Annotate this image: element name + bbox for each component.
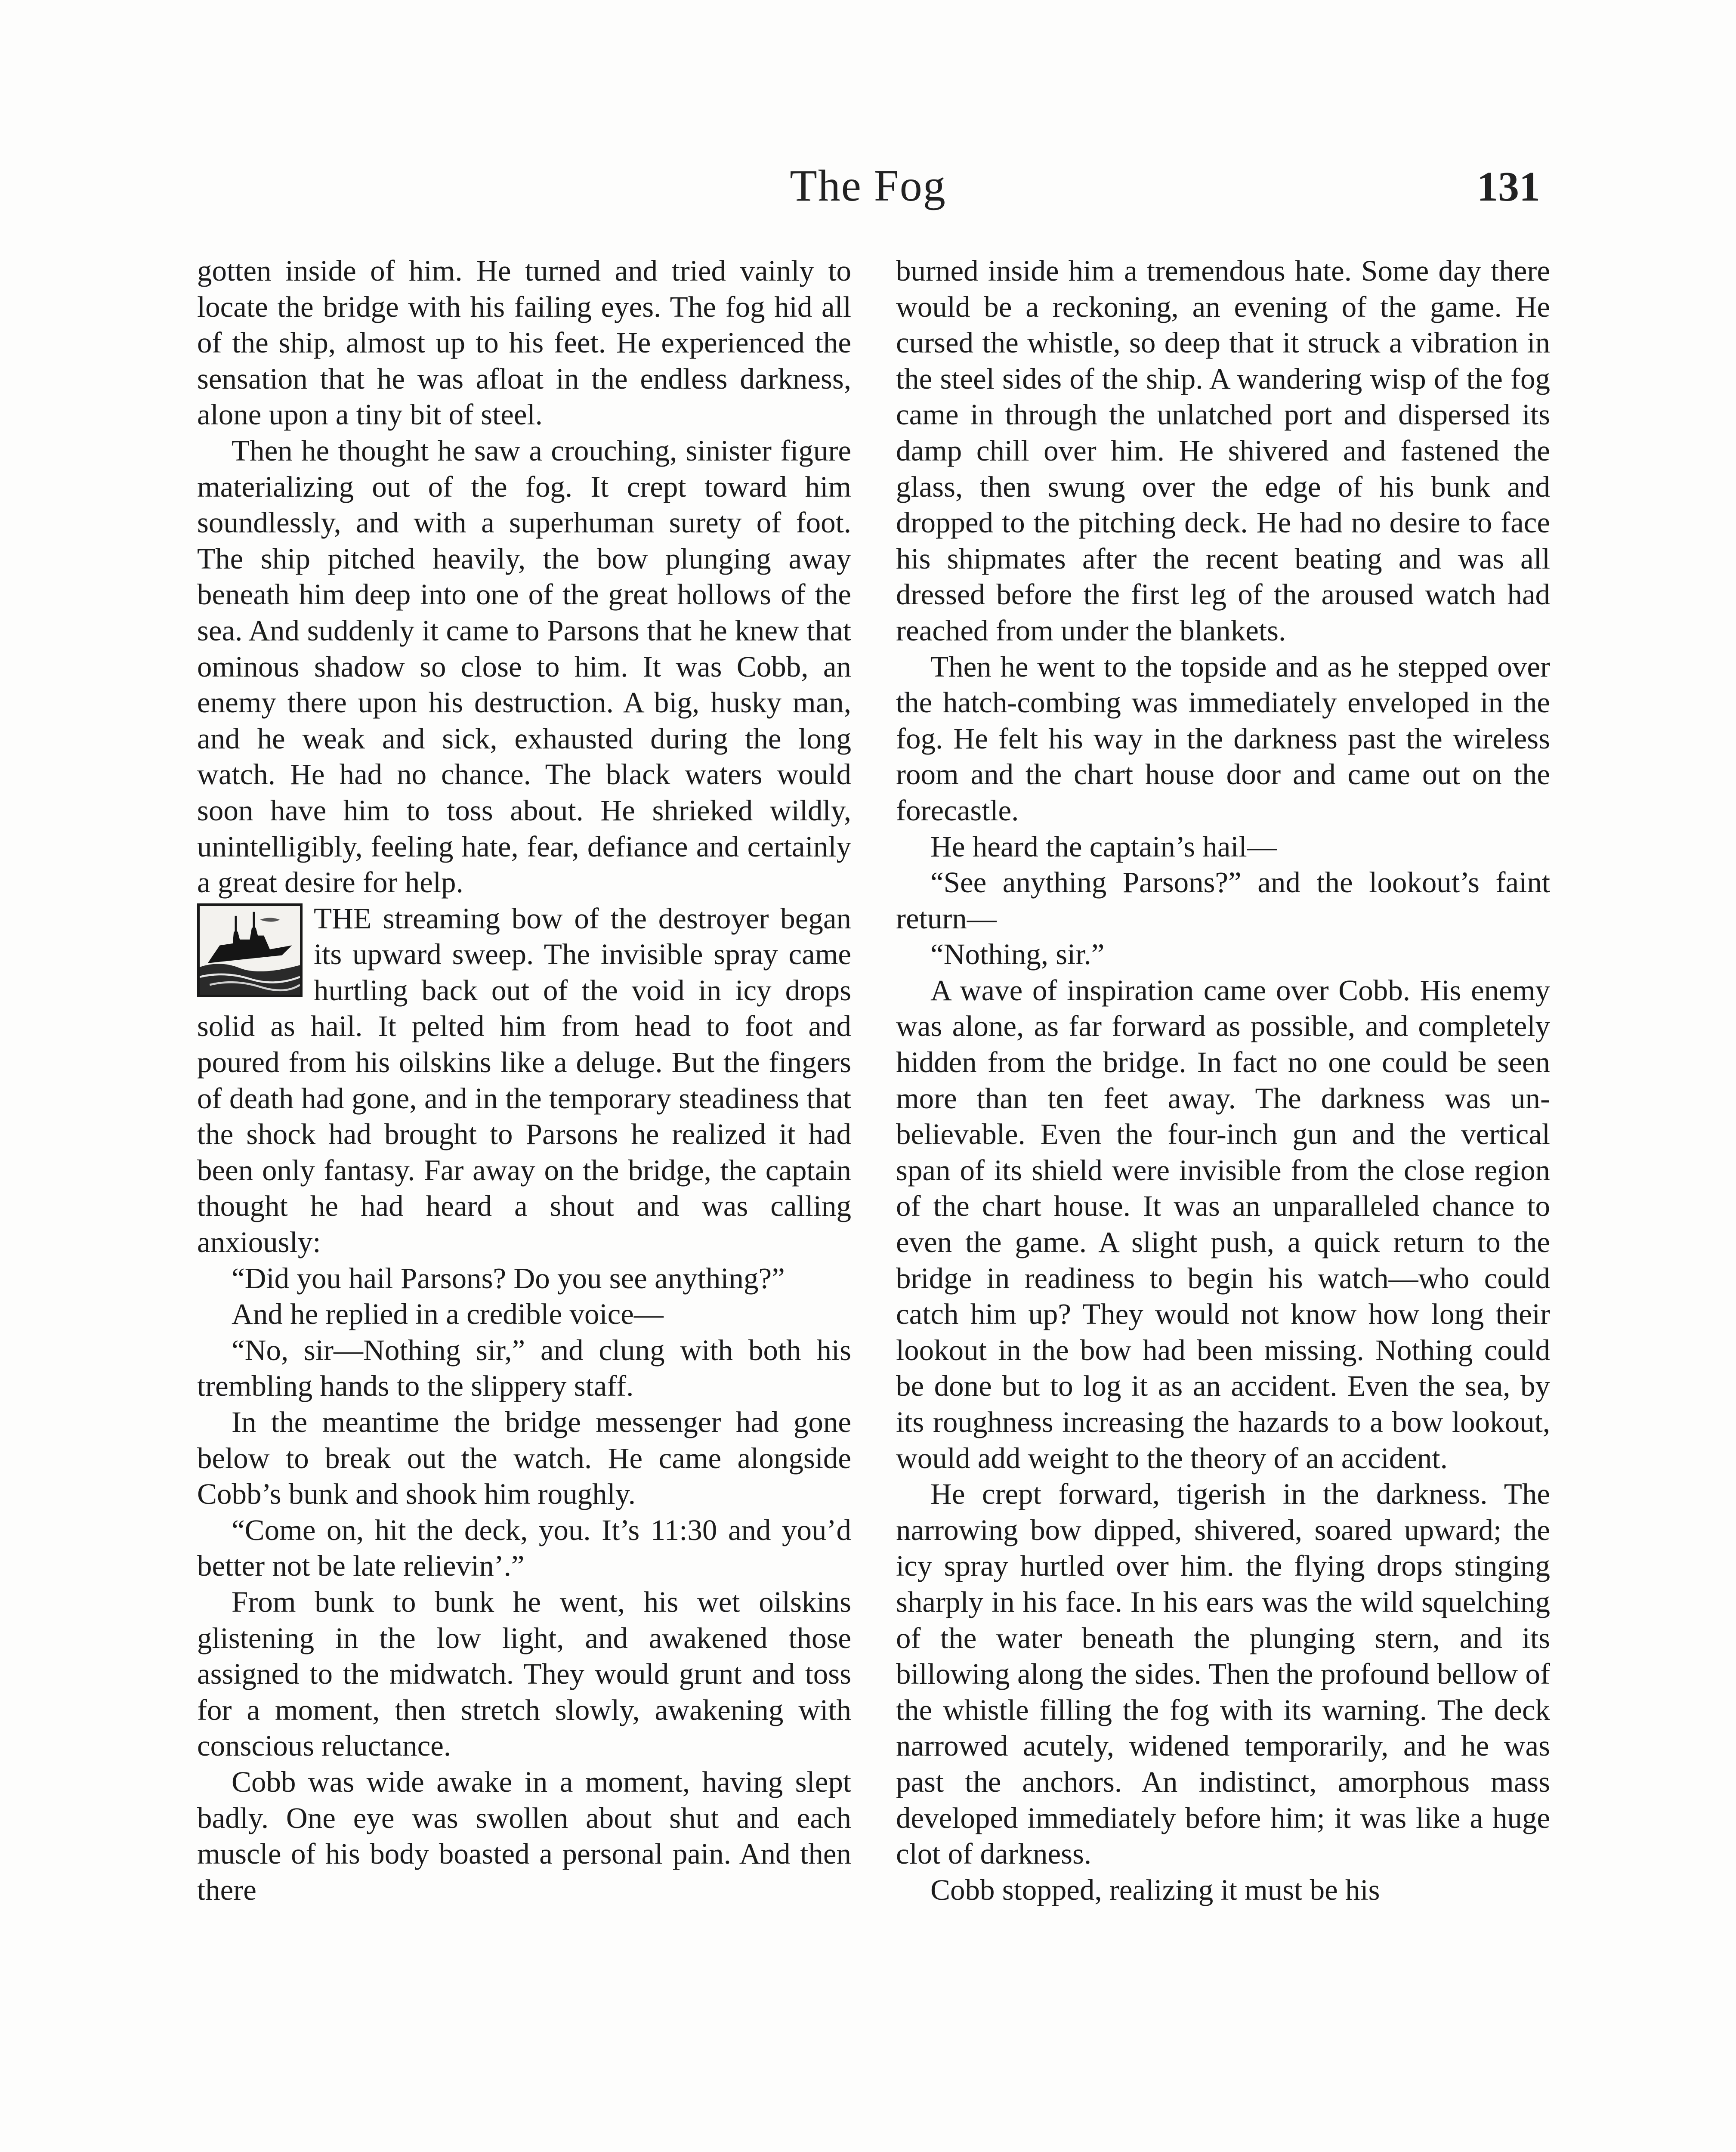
paragraph: And he replied in a credible voice—	[232, 1298, 664, 1331]
paragraph: Cobb was wide awake in a moment, having slept badly. One eye was swollen about shut and each muscle of his body boasted a personal pain. And then there	[197, 1765, 851, 1906]
paragraph: Then he went to the topside and as he stepped over the hatch-combing was immediately enveloped in the fog. He felt his way in the darkness past the wireless room and the chart house door and came out on the forecastle.	[896, 650, 1550, 827]
page-number: 131	[1477, 164, 1540, 210]
right-column	[896, 253, 1550, 2152]
left-column	[197, 253, 851, 2152]
paragraph: From bunk to bunk he went, his wet oilskins glistening in the low light, and awakened those assigned to the midwatch. They would grunt and toss for a moment, then stretch slowly, awakening with conscious reluctance.	[197, 1585, 851, 1762]
section-paragraph: THE streaming bow of the destroyer began its upward sweep. The invisible spray came hurtling back out of the void in icy drops solid as hail. It pelted him from head to foot and poured from his oilskins like a deluge. But the fingers of death had gone, and in the temporary steadiness that the shock had brought to Parsons he realized it had been only fantasy. Far away on the bridge, the captain thought he had heard a shout and was calling anxiously:	[197, 902, 851, 1259]
paragraph: burned inside him a tremendous hate. Some day there would be a reckoning, an evening of the game. He cursed the whistle, so deep that it struck a vibration in the steel sides of the ship. A wandering wisp of the fog came in through the unlatched port and dispersed its damp chill over him. He shivered and fastened the glass, then swung over the edge of his bunk and dropped to the pitching deck. He had no desire to face his shipmates after the recent beating and was all dressed before the first leg of the aroused watch had reached from under the blankets.	[896, 254, 1550, 647]
paragraph: Cobb stopped, realizing it must be his	[930, 1873, 1380, 1906]
paragraph: “Come on, hit the deck, you. It’s 11:30 and you’d better not be late relievin’.”	[197, 1513, 851, 1583]
paragraph: “See anything Parsons?” and the lookout’s faint return—	[896, 866, 1550, 935]
paragraph: “Did you hail Parsons? Do you see anything?”	[232, 1262, 785, 1295]
paragraph: gotten inside of him. He turned and tried vainly to locate the bridge with his failing eyes. The fog hid all of the ship, almost up to his feet. He experienced the sensation that he was afloat in the endless darkness, alone upon a tiny bit of steel.	[197, 254, 851, 431]
destroyer-ship-illustration	[197, 903, 303, 997]
paragraph: He heard the captain’s hail—	[930, 830, 1277, 863]
running-title: The Fog	[790, 161, 946, 210]
paragraph: He crept forward, tigerish in the darkness. The narrowing bow dipped, shivered, soared upward; the icy spray hurtled over him. the flying drops stinging sharply in his face. In his ears was the wild squelching of the water beneath the plunging stern, and its billowing along the sides. Then the profound bellow of the whistle filling the fog with its warning. The deck narrowed acutely, widened temporarily, and he was past the anchors. An indistinct, amorphous mass developed immediately before him; it was like a huge clot of darkness.	[896, 1478, 1550, 1871]
paragraph: Then he thought he saw a crouching, sinister figure materializing out of the fog. It crept toward him soundlessly, and with a superhuman surety of foot. The ship pitched heavily, the bow plunging away beneath him deep into one of the great hollows of the sea. And suddenly it came to Parsons that he knew that ominous shadow so close to him. It was Cobb, an enemy there upon his destruction. A big, husky man, and he weak and sick, exhausted during the long watch. He had no chance. The black waters would soon have him to toss about. He shrieked wildly, unintelligibly, feeling hate, fear, defiance and certainly a great desire for help.	[197, 434, 851, 899]
paragraph: A wave of inspiration came over Cobb. His enemy was alone, as far forward as possible, and completely hidden from the bridge. In fact no one could be seen more than ten feet away. The darkness was unbelievable. Even the four-inch gun and the vertical span of its shield were invisible from the close region of the chart house. It was an unparalleled chance to even the game. A slight push, a quick return to the bridge in readiness to begin his watch—who could catch him up? They would not know how long their lookout in the bow had been missing. Nothing could be done but to log it as an accident. Even the sea, by its roughness increasing the hazards to a bow lookout, would add weight to the theory of an accident.	[896, 974, 1550, 1475]
paragraph: “No, sir—Nothing sir,” and clung with both his trembling hands to the slippery staff.	[197, 1333, 851, 1403]
paragraph: “Nothing, sir.”	[930, 938, 1105, 971]
paragraph: In the meantime the bridge messenger had gone below to break out the watch. He came alongside Cobb’s bunk and shook him roughly.	[197, 1406, 851, 1511]
